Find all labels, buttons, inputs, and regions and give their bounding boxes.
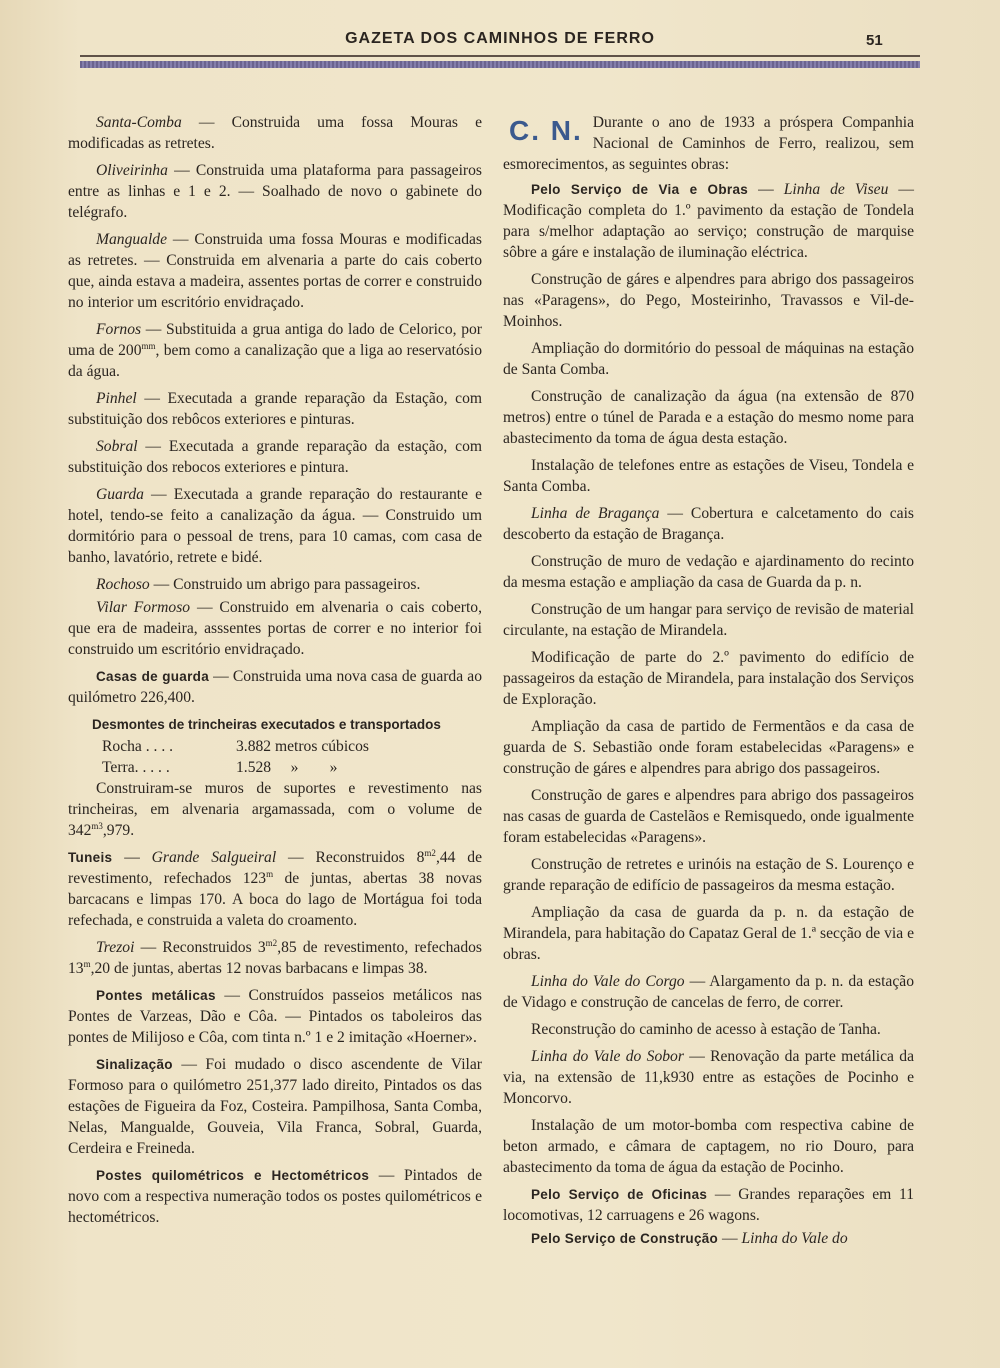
paragraph-vale-do-corgo: Linha do Vale do Corgo — Alargamento da p. n. da estação de Vidago e construção de cancelas de ferro, de correr. <box>503 973 914 1011</box>
paragraph-guarda: Guarda — Executada a grande reparação do restaurante e hotel, tendo-se feito a canalização da água. — Construido um dormitório para o pessoal de trens, para 10 camas, com casa de banho, lavatório, retrete e bidé. <box>68 486 482 566</box>
paragraph-vale-do-sobor: Linha do Vale do Sobor — Renovação da parte metálica da via, na extensão de 11,k930 entre as estações de Pocinho e Moncorvo. <box>503 1048 915 1107</box>
paragraph-muro-vedacao: Construção de muro de vedação e ajardinamento do recinto da mesma estação e ampliação da casa de Guarda da p. n. <box>503 553 914 591</box>
paragraph-capataz: Ampliação da casa de guarda da p. n. da estação de Mirandela, para habitação do Capataz Geral de 1.ª secção de via e obras. <box>503 904 914 963</box>
paragraph-fornos: Fornos — Substituida a grua antiga do lado de Celorico, por uma de $200^{mm}$, bem como a canalização que a liga ao reservatósio da água. <box>68 321 482 380</box>
paragraph-postes: Postes quilométricos e Hectométricos — Pintados de novo com a respectiva numeração todos os postes quilométricos e hectométricos. <box>68 1167 482 1226</box>
paragraph-tanha: Reconstrução do caminho de acesso à estação de Tanha. <box>531 1021 881 1038</box>
paragraph-oficinas: Pelo Serviço de Oficinas — Grandes reparações em 11 locomotivas, 12 carruagens e 26 wagons. <box>503 1186 915 1224</box>
paragraph-construcao: Pelo Serviço de Construção — Linha do Vale do <box>531 1230 848 1247</box>
paragraph-telefones: Instalação de telefones entre as estações de Viseu, Tondela e Santa Comba. <box>503 457 914 495</box>
paragraph-s-lourenco: Construção de retretes e urinóis na estação de S. Lourenço e grande reparação de edifício de passageiros da mesma estação. <box>503 856 914 894</box>
right-column <box>503 112 914 1255</box>
paragraph-pontes-metalicas: Pontes metálicas — Construídos passeios metálicos nas Pontes de Varzeas, Dão e Côa. — Pintados os taboleiros das pontes de Milijoso e Côa, com tinta n.º 1 e 2 imitação «Hoerner». <box>68 987 483 1046</box>
paragraph-muros: Construiram-se muros de suportes e revestimento nas trincheiras, em alvenaria argamassada, com o volume de $342^{m3},979$. <box>68 780 482 839</box>
paragraph-gares-paragens: Construção de gáres e alpendres para abrigo dos passageiros nas «Paragens», do Pego, Mosteirinho, Travassos e Vil-de-Moinhos. <box>503 271 914 330</box>
desmontes-row-terra: Terra. . . . . 1.528 » » <box>102 759 338 776</box>
paragraph-casas-de-guarda: Casas de guarda — Construida uma nova casa de guarda ao quilómetro 226,400. <box>68 668 483 706</box>
header-rule <box>80 55 920 57</box>
paragraph-vilar-formoso: Vilar Formoso — Construido em alvenaria o cais coberto, que era de madeira, asssentes portas de correr e no interior foi construido um escritório envidraçado. <box>68 599 482 658</box>
paragraph-hangar: Construção de um hangar para serviço de revisão de material circulante, na estação de Mirandela. <box>503 601 914 639</box>
paragraph-fermentaos: Ampliação da casa de partido de Fermentãos e da casa de guarda de S. Sebastião onde foram estabelecidas «Paragens» e construção de gáres e alpendres para abrigo dos passageiros. <box>503 718 914 777</box>
paragraph-pinhel: Pinhel — Executada a grande reparação da Estação, com substituição dos rebôcos exteriores e pinturas. <box>68 390 482 428</box>
paragraph-castelaos: Construção de gares e alpendres para abrigo dos passageiros nas casas de guarda de Castelãos e Remisquedo, onde igualmente foram estabelecidas «Paragens». <box>503 787 914 846</box>
paragraph-mangualde: Mangualde — Construida uma fossa Mouras e modificadas as retretes. — Construida em alvenaria a parte do cais coberto que, ainda estava a madeira, assentes portas de correr e construido no interior um escritório envidraçado. <box>68 231 482 311</box>
desmontes-row-rocha: Rocha . . . . 3.882 metros cúbicos <box>102 738 369 755</box>
paragraph-intro: C. N. Durante o ano de 1933 a próspera Companhia Nacional de Caminhos de Ferro, realizou, sem esmorecimentos, as seguintes obras: <box>503 114 914 173</box>
company-initials: C. N. <box>509 115 583 146</box>
paragraph-tuneis: Tuneis — Grande Salgueiral — Reconstruidos $8^{m2},44$ de revestimento, refechados 123$^m$ de juntas, abertas 38 novas barcacans e limpas 170. A boca do lago de Mortágua foi toda refechada, e construida a valeta do croamento. <box>68 847 483 929</box>
paragraph-trezoi: Trezoi — Reconstruidos $3^{m2},85$ de revestimento, refechados 13$^m$,20 de juntas, abertas 12 novas barbacans e limpas 38. <box>68 937 482 977</box>
paragraph-via-e-obras: Pelo Serviço de Via e Obras — Linha de Viseu — Modificação completa do 1.º pavimento da estação de Tondela para s/melhor adaptação ao serviço; construção de marquise sôbre a gáre e instalação de iluminação eléctrica. <box>503 181 914 261</box>
paragraph-sobral: Sobral — Executada a grande reparação da estação, com substituição dos rebocos exteriores e pintura. <box>68 438 482 476</box>
desmontes-heading: Desmontes de trincheiras executados e transportados <box>92 717 441 732</box>
page-number: 51 <box>866 32 883 49</box>
paragraph-sinalizacao: Sinalização — Foi mudado o disco ascendente de Vilar Formoso para o quilómetro 251,377 lado direito, Pintados os das estações de Figueira da Foz, Costeira. Pampilhosa, Santa Comba, Nelas, Mangualde, Gouveia, Vila Franca, Sobral, Guarda, Cerdeira e Freineda. <box>68 1056 482 1157</box>
paragraph-santa-comba: Santa-Comba — Construida uma fossa Mouras e modificadas as retretes. <box>68 114 482 152</box>
header-decorative-band <box>80 61 920 68</box>
journal-title: GAZETA DOS CAMINHOS DE FERRO <box>345 30 655 47</box>
paragraph-linha-braganca: Linha de Bragança — Cobertura e calcetamento do cais descoberto da estação de Bragança. <box>503 505 914 543</box>
left-column <box>68 112 482 1234</box>
paragraph-dormitorio: Ampliação do dormitório do pessoal de máquinas na estação de Santa Comba. <box>503 340 914 378</box>
paragraph-canalizacao: Construção de canalização da água (na extensão de 870 metros) entre o túnel de Parada e a estação do mesmo nome para abastecimento da toma de água desta estação. <box>503 388 914 447</box>
paragraph-rochoso: Rochoso — Construido um abrigo para passageiros. <box>96 576 421 593</box>
paragraph-motor-bomba: Instalação de um motor-bomba com respectiva cabine de beton armado, e câmara de captagem, no rio Douro, para abastecimento da toma de água da estação de Pocinho. <box>503 1117 914 1176</box>
paragraph-oliveirinha: Oliveirinha — Construida uma plataforma para passageiros entre as linhas e 1 e 2. — Soalhado de novo o gabinete do telégrafo. <box>68 162 482 221</box>
paragraph-mirandela-pavimento: Modificação de parte do 2.º pavimento do edifício de passageiros da estação de Mirandela, para instalação dos Serviços de Exploração. <box>503 649 914 708</box>
